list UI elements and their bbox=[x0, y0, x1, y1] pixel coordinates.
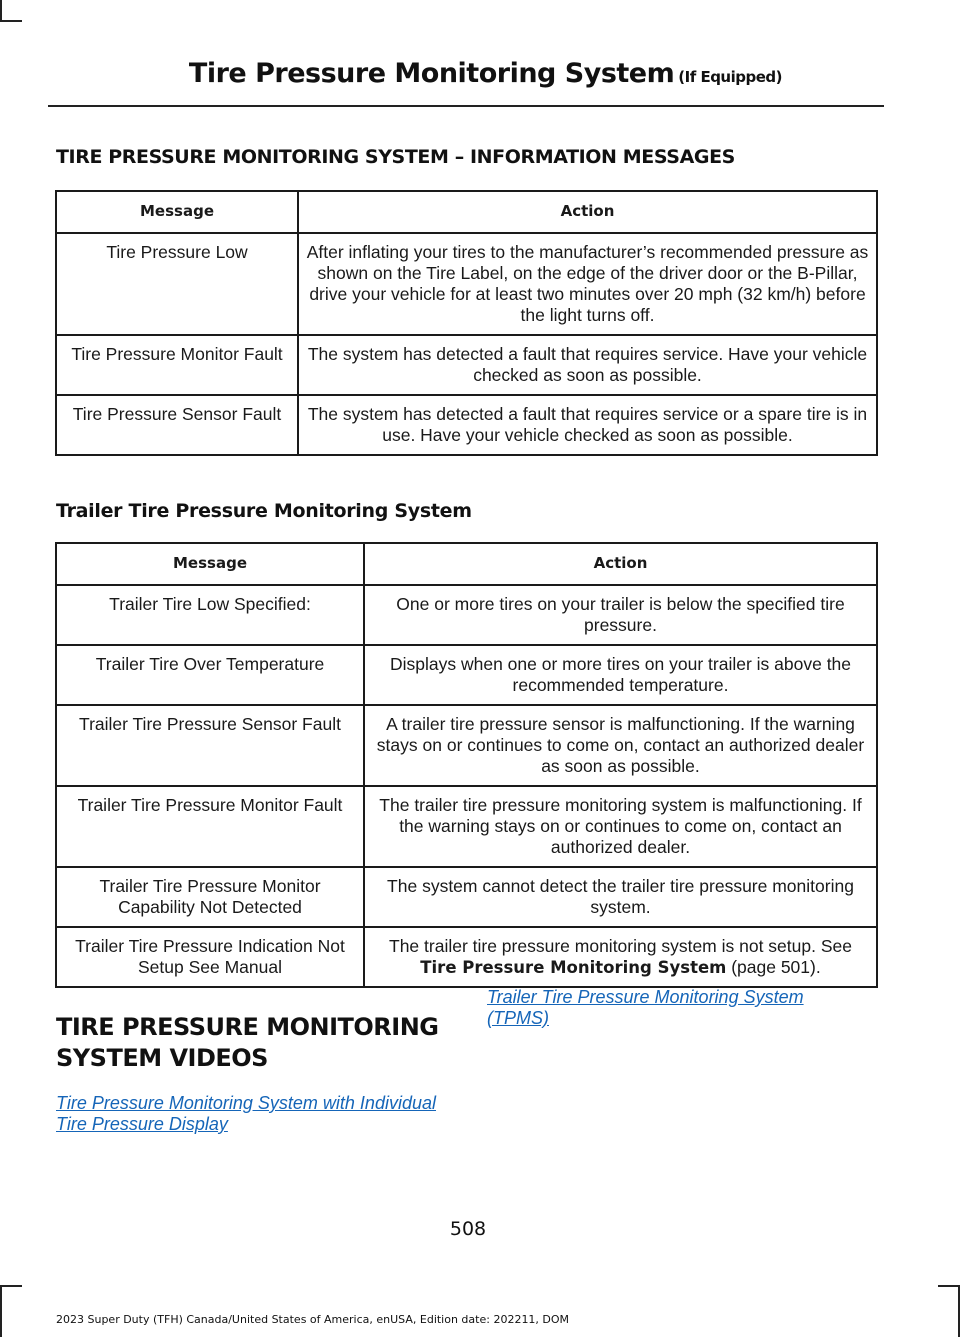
message-cell: Tire Pressure Monitor Fault bbox=[56, 335, 298, 395]
action-cell: The system has detected a fault that requires service. Have your vehicle checked as soon as possible. bbox=[298, 335, 877, 395]
trailer-messages-table bbox=[55, 542, 878, 988]
action-cell: One or more tires on your trailer is below the specified tire pressure. bbox=[364, 585, 877, 645]
table-row bbox=[56, 705, 877, 786]
message-cell: Tire Pressure Low bbox=[56, 233, 298, 335]
table-row bbox=[56, 867, 877, 927]
video-link-trailer-tpms[interactable]: Trailer Tire Pressure Monitoring System (TPMS) bbox=[487, 987, 804, 1028]
crop-mark bbox=[0, 20, 22, 22]
message-cell: Trailer Tire Pressure Indication Not Setup See Manual bbox=[56, 927, 364, 987]
trailer-subsection-title: Trailer Tire Pressure Monitoring System bbox=[56, 500, 472, 522]
action-cell: After inflating your tires to the manufacturer’s recommended pressure as shown on the Tire Label, on the edge of the driver door or the B-Pillar, drive your vehicle for at least two minutes over 20 mph (32 km/h) before the light turns off. bbox=[298, 233, 877, 335]
header-subtitle: (If Equipped) bbox=[678, 68, 782, 86]
crop-mark bbox=[0, 0, 2, 22]
video-link-individual-tire-display[interactable]: Tire Pressure Monitoring System with Individual Tire Pressure Display bbox=[56, 1093, 436, 1134]
message-cell: Trailer Tire Pressure Monitor Fault bbox=[56, 786, 364, 867]
action-cell: The trailer tire pressure monitoring system is malfunctioning. If the warning stays on or continues to come on, contact an authorized dealer. bbox=[364, 786, 877, 867]
table-header-row bbox=[56, 191, 877, 233]
crop-mark bbox=[0, 1285, 2, 1337]
message-cell: Trailer Tire Pressure Monitor Capability Not Detected bbox=[56, 867, 364, 927]
action-text: (page 501). bbox=[726, 957, 821, 977]
table-header-row bbox=[56, 543, 877, 585]
column-header-message: Message bbox=[56, 543, 364, 585]
cross-reference-link[interactable]: Tire Pressure Monitoring System bbox=[420, 958, 727, 977]
message-cell: Tire Pressure Sensor Fault bbox=[56, 395, 298, 455]
action-cell bbox=[364, 927, 877, 987]
action-cell: The system has detected a fault that requires service or a spare tire is in use. Have your vehicle checked as soon as possible. bbox=[298, 395, 877, 455]
crop-mark bbox=[0, 1285, 22, 1287]
footer-edition-info: 2023 Super Duty (TFH) Canada/United States of America, enUSA, Edition date: 202211, DOM bbox=[56, 1313, 570, 1326]
message-cell: Trailer Tire Over Temperature bbox=[56, 645, 364, 705]
crop-mark bbox=[938, 1285, 960, 1287]
action-cell: The system cannot detect the trailer tire pressure monitoring system. bbox=[364, 867, 877, 927]
table-row bbox=[56, 786, 877, 867]
action-text: The trailer tire pressure monitoring system is not setup. See bbox=[389, 936, 852, 956]
table-row bbox=[56, 645, 877, 705]
message-cell: Trailer Tire Low Specified: bbox=[56, 585, 364, 645]
header-title: Tire Pressure Monitoring System bbox=[188, 58, 675, 89]
header-rule bbox=[48, 105, 884, 107]
section-title: TIRE PRESSURE MONITORING SYSTEM – INFORMATION MESSAGES bbox=[56, 146, 735, 168]
table-row bbox=[56, 927, 877, 987]
info-messages-table bbox=[55, 190, 878, 456]
table-row bbox=[56, 585, 877, 645]
column-header-action: Action bbox=[364, 543, 877, 585]
action-cell: Displays when one or more tires on your trailer is above the recommended temperature. bbox=[364, 645, 877, 705]
column-header-message: Message bbox=[56, 191, 298, 233]
page-header bbox=[189, 58, 782, 89]
videos-section-title: TIRE PRESSURE MONITORING SYSTEM VIDEOS bbox=[56, 1013, 439, 1072]
message-cell: Trailer Tire Pressure Sensor Fault bbox=[56, 705, 364, 786]
table-row bbox=[56, 395, 877, 455]
column-header-action: Action bbox=[298, 191, 877, 233]
table-row bbox=[56, 335, 877, 395]
table-row bbox=[56, 233, 877, 335]
action-cell: A trailer tire pressure sensor is malfunctioning. If the warning stays on or continues to come on, contact an authorized dealer as soon as possible. bbox=[364, 705, 877, 786]
page-number: 508 bbox=[449, 1218, 487, 1240]
